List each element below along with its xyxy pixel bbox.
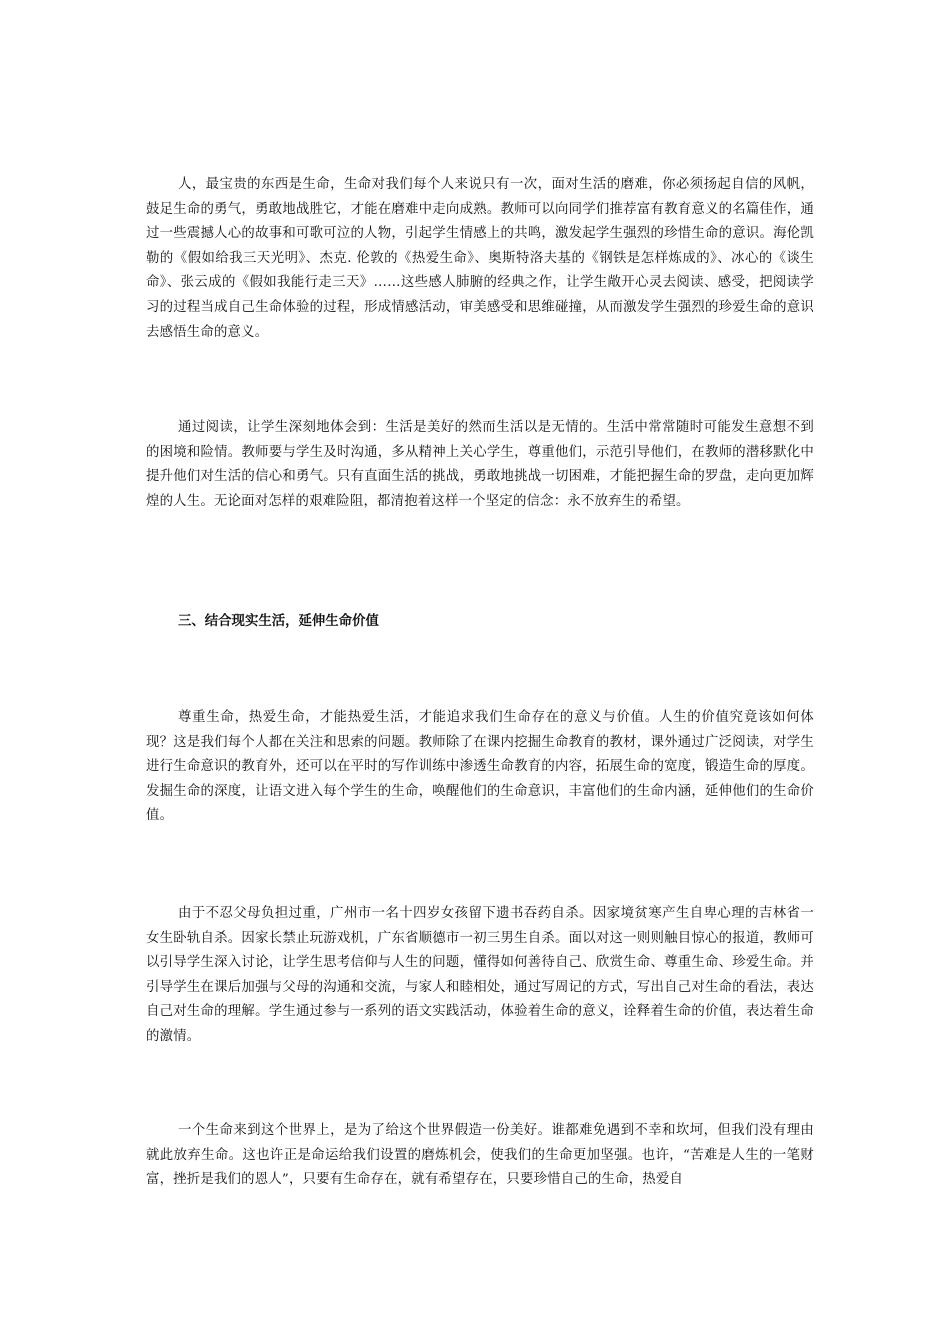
paragraph-news-cases: 由于不忍父母负担过重，广州市一名十四岁女孩留下遗书吞药自杀。因家境贫寒产生自卑心理的吉林省一女生卧轨自杀。因家长禁止玩游戏机，广东省顺德市一初三男生自杀。面以对这一则则触目惊心的报道，教师可以引导学生深入讨论，让学生思考信仰与人生的问题，懂得如何善待自己、欣赏生命、尊重生命、珍爱生命。并引导学生在课后加强与父母的沟通和交流，与家人和睦相处，通过写周记的方式，写出自己对生命的看法，表达自己对生命的理解。学生通过参与一系列的语文实践活动，体验着生命的意义，诠释着生命的价值，表达着生命的激情。 [146,906,814,1044]
paragraph-value-of-life: 尊重生命，热爱生命，才能热爱生活，才能追求我们生命存在的意义与价值。人生的价值究竟该如何体现？这是我们每个人都在关注和思索的问题。教师除了在课内挖掘生命教育的教材，课外通过广泛阅读，对学生进行生命意识的教育外，还可以在平时的写作训练中渗透生命教育的内容，拓展生命的宽度，锻造生命的厚度。发掘生命的深度，让语文进入每个学生的生命，唤醒他们的生命意识，丰富他们的生命内涵，延伸他们的生命价值。 [146,710,814,824]
section-heading: 三、结合现实生活，延伸生命价值 [178,614,379,629]
paragraph-life-challenges: 通过阅读，让学生深刻地体会到：生活是美好的然而生活以是无情的。生活中常常随时可能发生意想不到的困境和险情。教师要与学生及时沟通，多从精神上关心学生，尊重他们，示范引导他们，在教师的潜移默化中提升他们对生活的信心和勇气。只有直面生活的挑战，勇敢地挑战一切困难，才能把握生命的罗盘，走向更加辉煌的人生。无论面对怎样的艰难险阻，都清抱着这样一个坚定的信念：永不放弃生的希望。 [146,420,814,509]
paragraph-reading-classics: 人，最宝贵的东西是生命，生命对我们每个人来说只有一次，面对生活的磨难，你必须扬起自信的风帆，鼓足生命的勇气，勇敢地战胜它，才能在磨难中走向成熟。教师可以向同学们推荐富有教育意义的名篇佳作，通过一些震撼人心的故事和可歌可泣的人物，引起学生情感上的共鸣，激发起学生强烈的珍惜生命的意识。海伦凯勒的《假如给我三天光明》、杰克. 伦敦的《热爱生命》、奥斯特洛夫基的《钢铁是怎样炼成的》、冰心的《谈生命》、张云成的《假如我能行走三天》……这些感人肺腑的经典之作，让学生敞开心灵去阅读、感受，把阅读学习的过程当成自己生命体验的过程，形成情感活动，审美感受和思维碰撞，从而激发学生强烈的珍爱生命的意识去感悟生命的意义。 [146,177,814,340]
paragraph-cherish-life: 一个生命来到这个世界上，是为了给这个世界假造一份美好。谁都难免遇到不幸和坎坷，但我们没有理由就此放弃生命。这也许正是命运给我们设置的磨炼机会，使我们的生命更加坚强。也许，“苦难是人生的一笔财富，挫折是我们的恩人”，只要有生命存在，就有希望存在，只要珍惜自己的生命，热爱自 [146,1123,814,1188]
